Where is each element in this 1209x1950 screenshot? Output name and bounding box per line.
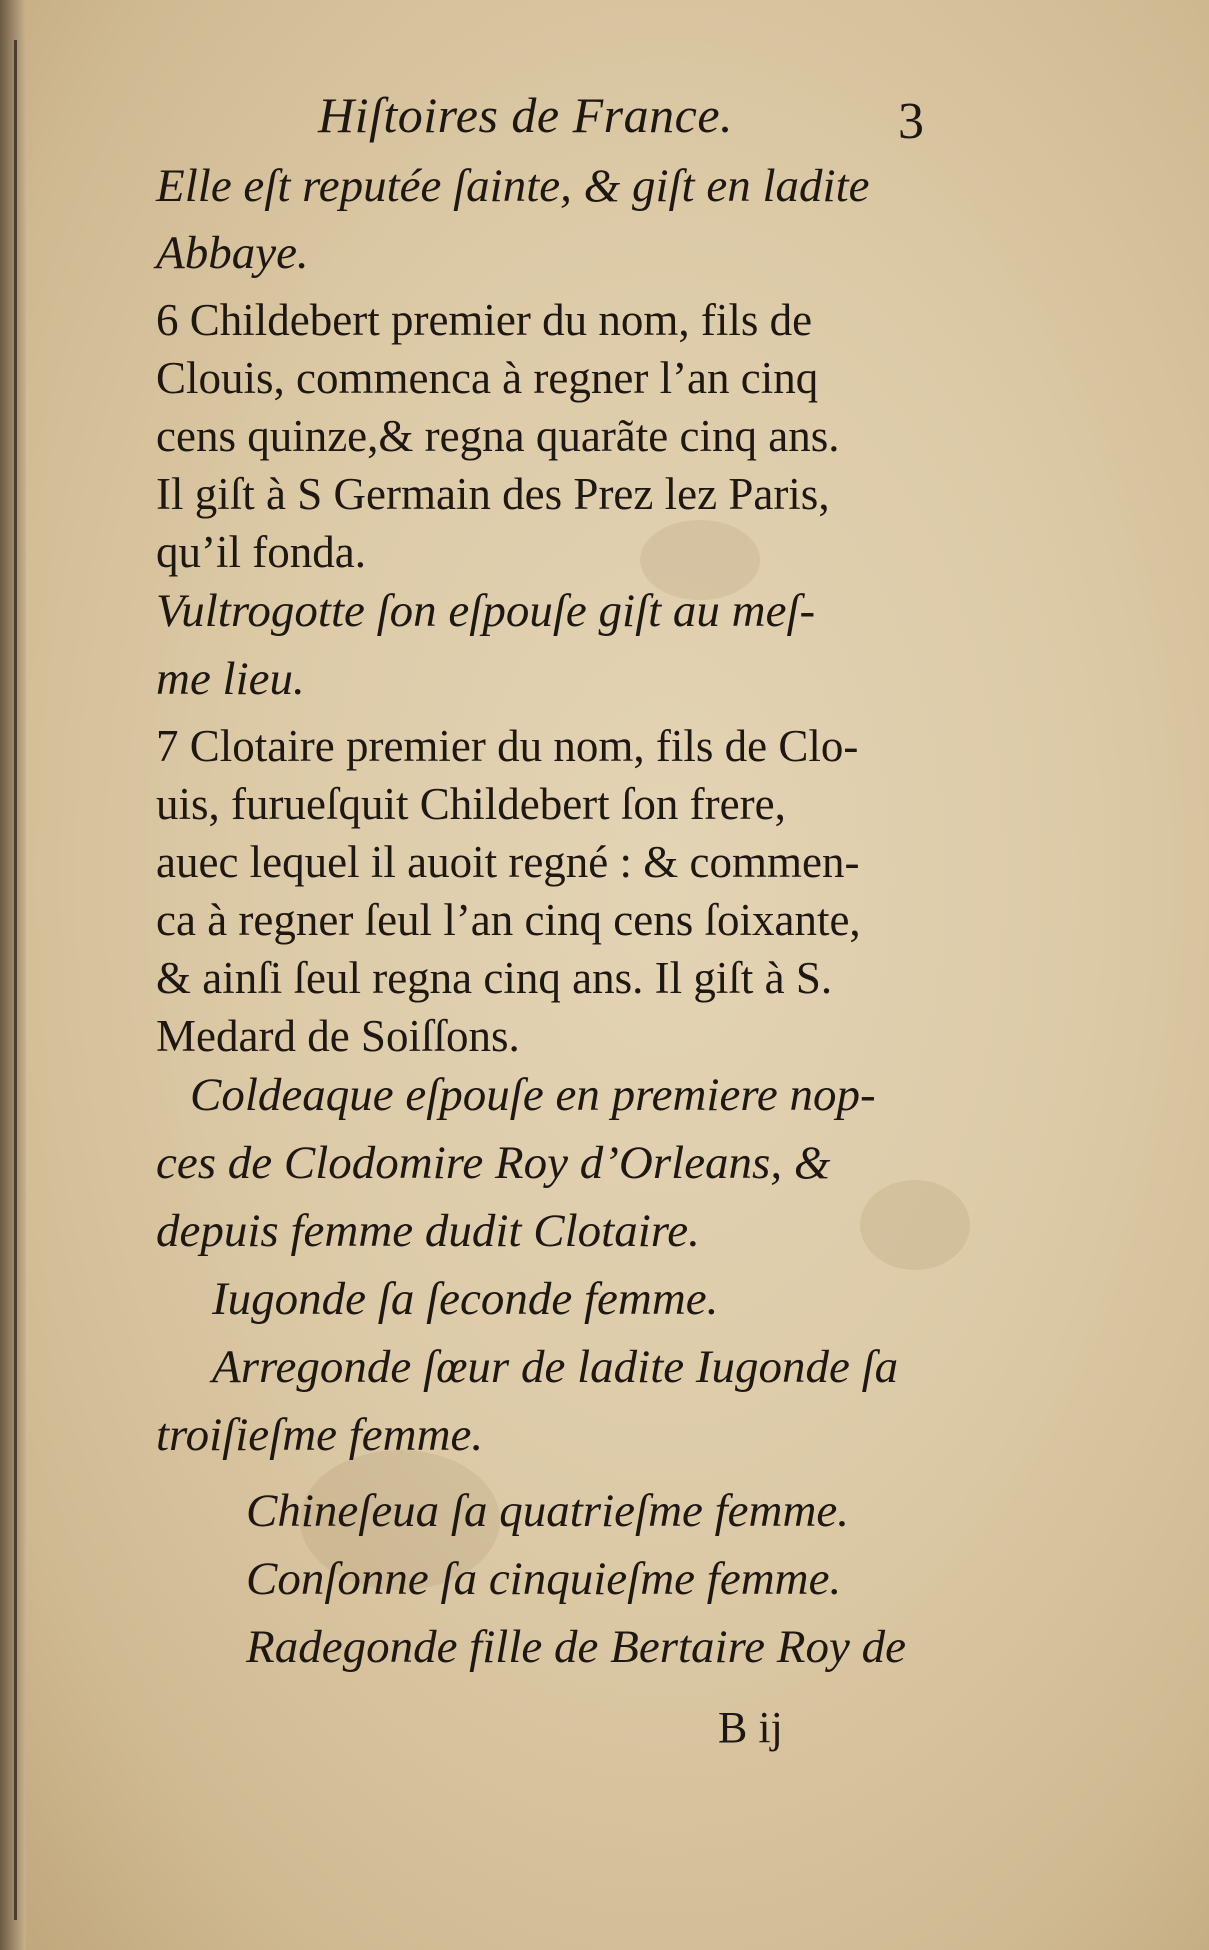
text-line: Vultrogotte ſon eſpouſe giſt au meſ- [156,585,816,637]
text-line: Abbaye. [156,227,309,279]
text-line: 7 Clotaire premier du nom, fils de Clo- [156,721,859,771]
text-line: cens quinze,& regna quarãte cinq ans. [156,411,840,461]
text-line: auec lequel il auoit regné : & commen- [156,837,860,887]
signature-mark: B ij [718,1703,783,1752]
text-line: Medard de Soiſſons. [156,1011,520,1061]
text-line: 6 Childebert premier du nom, fils de [156,295,813,345]
text-line: Radegonde fille de Bertaire Roy de [246,1621,906,1673]
text-line: Chineſeua ſa quatrieſme femme. [246,1485,850,1537]
text-line: Elle eſt reputée ſainte, & giſt en ladite [156,160,870,212]
paper-stain [860,1180,970,1270]
text-line: Iugonde ſa ſeconde femme. [212,1273,719,1325]
text-line: Coldeaque eſpouſe en premiere nop- [190,1069,876,1121]
text-line: me lieu. [156,653,305,705]
text-line: ces de Clodomire Roy d’Orleans, & [156,1137,831,1189]
text-line: Clouis, commenca à regner l’an cinq [156,353,819,403]
text-line: Il giſt à S Germain des Prez lez Paris, [156,469,830,519]
text-line: Conſonne ſa cinquieſme femme. [246,1553,842,1605]
running-head: Hiſtoires de France. [318,87,734,143]
text-line: uis, furueſquit Childebert ſon frere, [156,779,786,829]
text-line: & ainſi ſeul regna cinq ans. Il giſt à S. [156,953,833,1003]
text-line: depuis femme dudit Clotaire. [156,1205,700,1257]
page-number: 3 [898,93,924,150]
binding-edge-line [14,40,17,1920]
text-line: ca à regner ſeul l’an cinq cens ſoixante, [156,895,861,945]
text-line: Arregonde ſœur de ladite Iugonde ſa [212,1341,899,1393]
text-line: qu’il fonda. [156,527,366,577]
text-line: troiſieſme femme. [156,1409,484,1461]
page-gutter-shadow [0,0,26,1950]
